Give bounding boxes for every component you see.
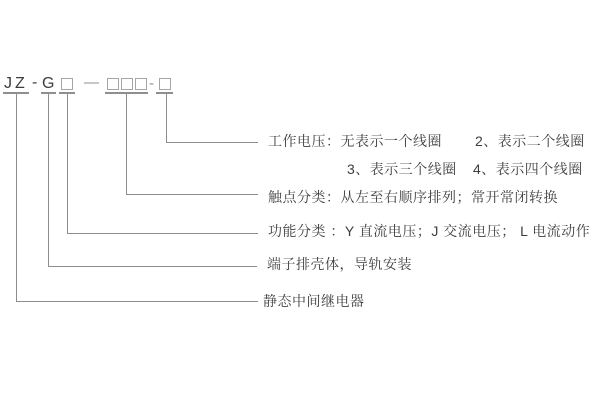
model-hyphen-2: - <box>149 75 154 92</box>
underline-voltage-box <box>156 92 173 94</box>
label-housing: 端子排壳体，导轨安装 <box>267 256 412 272</box>
leader-horizontal-housing <box>48 266 257 267</box>
leader-vertical-function-category <box>67 94 68 233</box>
placeholder-box-contact-3 <box>135 78 147 90</box>
placeholder-box-contact-1 <box>107 78 119 90</box>
leader-vertical-relay-type <box>16 94 17 302</box>
label-working-voltage-line1-right: 2、表示二个线圈 <box>475 133 585 149</box>
leader-horizontal-relay-type <box>16 301 258 302</box>
label-working-voltage-line2-right: 4、表示四个线圈 <box>473 161 583 177</box>
model-dash: — <box>84 74 99 91</box>
label-relay-type: 静态中间继电器 <box>263 293 365 309</box>
leader-vertical-contact-category <box>126 94 127 194</box>
leader-horizontal-function-category <box>67 233 258 234</box>
model-prefix: JZ <box>4 75 28 92</box>
leader-horizontal-working-voltage <box>166 142 258 143</box>
leader-vertical-working-voltage <box>166 94 167 142</box>
placeholder-box-contact-2 <box>121 78 133 90</box>
leader-horizontal-contact-category <box>126 194 258 195</box>
model-hyphen-1: - <box>32 74 38 91</box>
label-function-category: 功能分类 ：Y 直流电压；J 交流电压； L 电流动作 <box>268 223 591 239</box>
label-contact-category: 触点分类：从左至右顺序排列；常开常闭转换 <box>268 189 558 205</box>
label-working-voltage-line2-left: 3、表示三个线圈 <box>347 161 457 177</box>
label-working-voltage-line1-left: 工作电压：无表示一个线圈 <box>268 133 442 149</box>
placeholder-box-function <box>61 78 73 90</box>
placeholder-box-voltage <box>159 78 171 90</box>
leader-vertical-housing <box>48 94 49 266</box>
model-function-letter: G <box>42 75 55 92</box>
